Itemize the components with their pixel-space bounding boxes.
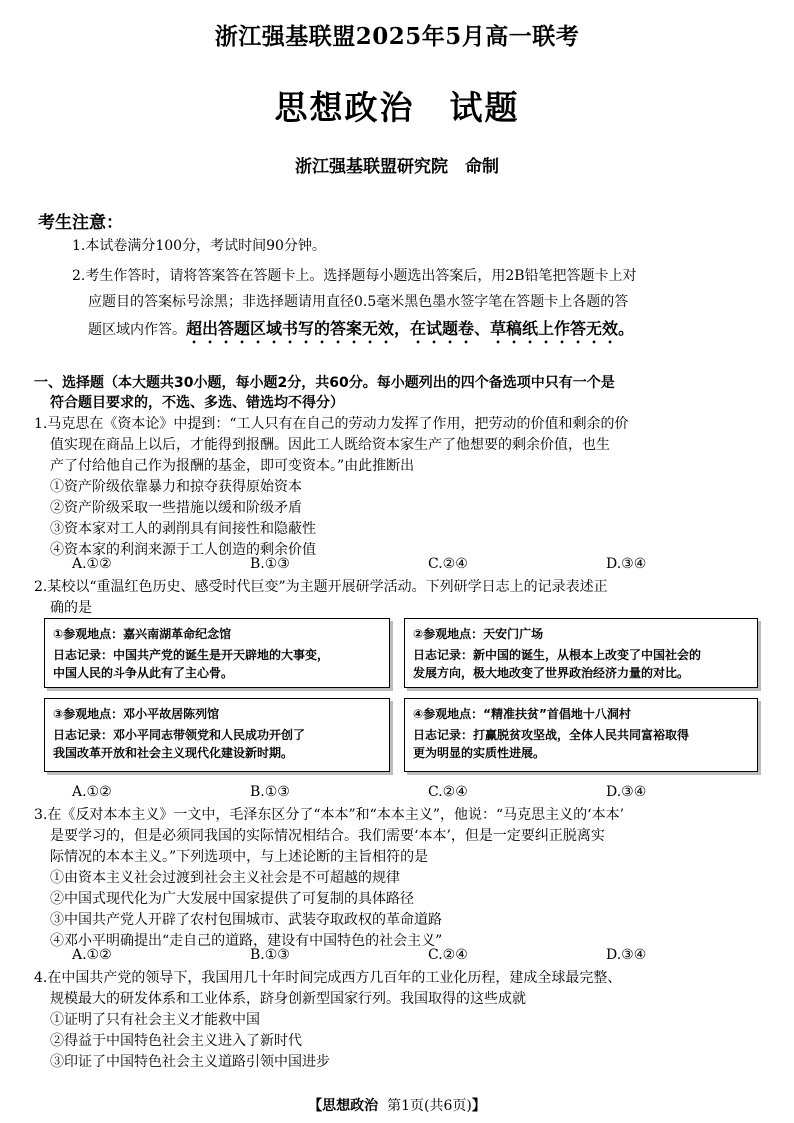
log-box-4-title: ④参观地点：“精准扶贫”首倡地十八洞村: [413, 707, 631, 721]
q1-option-b: B.①③: [250, 556, 290, 572]
log-box-1-label: 日志记录：: [53, 648, 114, 662]
q2-option-a: A.①②: [72, 784, 112, 800]
footer-bracket-open: 【: [308, 1098, 323, 1114]
exam-title: 浙江强基联盟2025年5月高一联考: [214, 23, 580, 50]
q3-statement-4: ④邓小平明确提出“走自己的道路，建设有中国特色的社会主义”: [50, 933, 443, 949]
log-box-3-line-2: 我国改革开放和社会主义现代化建设新时期。: [53, 746, 294, 760]
publisher: 浙江强基联盟研究院 命制: [295, 157, 499, 177]
footer-bracket-close: 】: [471, 1098, 486, 1114]
log-box-4-label: 日志记录：: [413, 728, 474, 742]
log-box-2-title: ②参观地点：天安门广场: [413, 627, 544, 641]
notice-item-2-line-3: [88, 318, 634, 347]
q3-stem-line-2: 是要学习的，但是必须同我国的实际情况相结合。我们需要‘本本’，但是一定要纠正脱离实: [50, 828, 605, 844]
q1-stem-line-1: 1.马克思在《资本论》中提到：“工人只有在自己的劳动力发挥了作用，把劳动的价值和剩余的价: [34, 416, 629, 432]
q1-statement-1: ①资产阶级依靠暴力和掠夺获得原始资本: [50, 479, 302, 495]
q4-statement-3: ③印证了中国特色社会主义道路引领中国进步: [50, 1054, 330, 1070]
q3-statement-2: ②中国式现代化为广大发展中国家提供了可复制的具体路径: [50, 891, 414, 907]
log-box-3-title: ③参观地点：邓小平故居陈列馆: [53, 707, 220, 721]
page-footer: [0, 1095, 794, 1115]
log-box-1: [44, 618, 390, 688]
notice-item-2-line-2: 应题目的答案标号涂黑；非选择题请用直径0.5毫米黑色墨水签字笔在答题卡上各题的答: [88, 294, 629, 310]
log-box-1-line-1: 日志记录：中国共产党的诞生是开天辟地的大事变，: [53, 648, 330, 662]
log-box-3-label: 日志记录：: [53, 728, 114, 742]
section-heading-line-1: 一、选择题（本大题共30小题，每小题2分，共60分。每小题列出的四个备选项中只有一个是: [34, 375, 615, 391]
log-box-1-line-2: 中国人民的斗争从此有了主心骨。: [53, 666, 234, 680]
q1-option-c: C.②④: [428, 556, 468, 572]
q1-stem-line-3: 产了付给他自己作为报酬的基金，即可变资本。”由此推断出: [50, 458, 415, 474]
log-box-2: [404, 618, 758, 688]
q3-stem-line-3: 际情况的本本主义。”下列选项中，与上述论断的主旨相符的是: [50, 849, 429, 865]
q3-stem-line-1: 3.在《反对本本主义》一文中，毛泽东区分了“本本”和“本本主义”，他说：“马克思主义的‘本本’: [34, 807, 625, 823]
notice-item-2-line-1: 2.考生作答时，请将答案答在答题卡上。选择题每小题选出答案后，用2B铅笔把答题卡上对: [72, 268, 637, 284]
q4-stem-line-1: 4.在中国共产党的领导下，我国用几十年时间完成西方几百年的工业化历程，建成全球最完整、: [34, 970, 622, 986]
subject-title: 思想政治 试题: [274, 88, 520, 127]
q1-option-d: D.③④: [606, 556, 647, 572]
q4-statement-2: ②得益于中国特色社会主义进入了新时代: [50, 1033, 302, 1049]
q1-statement-2: ②资产阶级采取一些措施以缓和阶级矛盾: [50, 500, 302, 516]
log-box-2-line-1: 日志记录：新中国的诞生，从根本上改变了中国社会的: [413, 648, 702, 662]
log-box-1-title: ①参观地点：嘉兴南湖革命纪念馆: [53, 627, 232, 641]
q2-stem-line-2: 确的是: [50, 600, 92, 616]
q4-statement-1: ①证明了只有社会主义才能救中国: [50, 1012, 260, 1028]
q4-stem-line-2: 规模最大的研发体系和工业体系，跻身创新型国家行列。我国取得的这些成就: [50, 991, 526, 1007]
log-box-3: [44, 698, 390, 772]
log-box-3-line-1: 日志记录：邓小平同志带领党和人民成功开创了: [53, 728, 306, 742]
q2-stem-line-1: 2.某校以“重温红色历史、感受时代巨变”为主题开展研学活动。下列研学日志上的记录表述正: [34, 579, 608, 595]
footer-subject: 思想政治: [322, 1098, 379, 1114]
q3-statement-1: ①由资本主义社会过渡到社会主义社会是不可超越的规律: [50, 870, 400, 886]
q1-option-a: A.①②: [72, 556, 112, 572]
q3-option-c: C.②④: [428, 947, 468, 963]
q1-stem-line-2: 值实现在商品上以后，才能得到报酬。因此工人既给资本家生产了他想要的剩余价值，也生: [50, 437, 610, 453]
notice-emphasis-text: 超出答题区域书写的答案无效，在试题卷、草稿纸上作答无效。: [186, 319, 635, 338]
q3-option-b: B.①③: [250, 947, 290, 963]
notice-title: 考生注意：: [38, 213, 123, 233]
log-box-2-label: 日志记录：: [413, 648, 474, 662]
q2-option-c: C.②④: [428, 784, 468, 800]
log-box-2-line-2: 发展方向，极大地改变了世界政治经济力量的对比。: [413, 666, 690, 680]
q3-statement-3: ③中国共产党人开辟了农村包围城市、武装夺取政权的革命道路: [50, 912, 442, 928]
notice-plain-text: 题区域内作答。: [88, 322, 186, 338]
q3-option-a: A.①②: [72, 947, 112, 963]
q2-option-d: D.③④: [606, 784, 647, 800]
footer-page-number: 第1页(共6页): [387, 1098, 472, 1114]
q1-statement-4: ④资本家的利润来源于工人创造的剩余价值: [50, 542, 316, 558]
q3-option-d: D.③④: [606, 947, 647, 963]
notice-item-1: 1.本试卷满分100分，考试时间90分钟。: [72, 238, 326, 254]
log-box-4-line-2: 更为明显的实质性进展。: [413, 746, 546, 760]
log-box-4-line-1: 日志记录：打赢脱贫攻坚战，全体人民共同富裕取得: [413, 728, 690, 742]
q2-option-b: B.①③: [250, 784, 290, 800]
q1-statement-3: ③资本家对工人的剥削具有间接性和隐蔽性: [50, 521, 316, 537]
log-box-4: [404, 698, 758, 772]
section-heading-line-2: 符合题目要求的，不选、多选、错选均不得分）: [50, 395, 344, 411]
